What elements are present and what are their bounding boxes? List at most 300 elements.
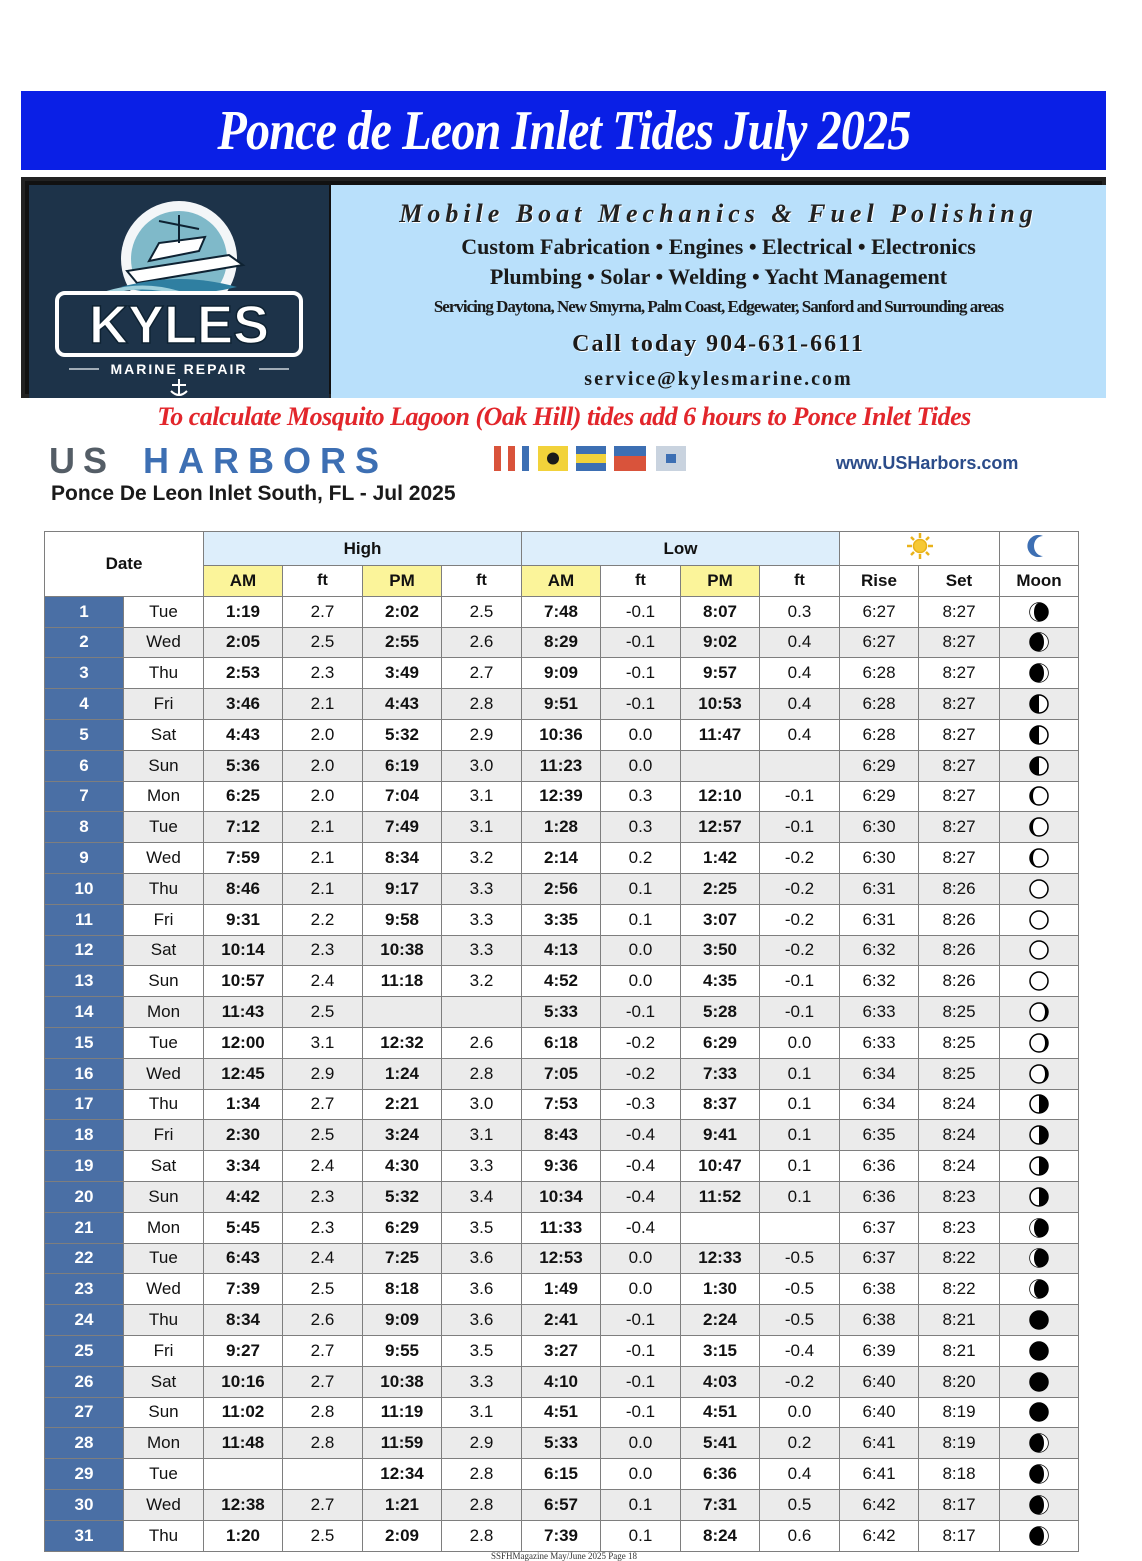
high-am-height: 2.2	[283, 904, 363, 935]
sunset: 8:27	[919, 843, 1000, 874]
moon-waxing-gibbous-icon	[1028, 816, 1050, 838]
sunrise: 6:40	[840, 1366, 919, 1397]
sunrise: 6:41	[840, 1428, 919, 1459]
moon-first-quarter-icon	[1028, 755, 1050, 777]
low-pm-height: 0.4	[760, 689, 840, 720]
low-am-time: 4:51	[522, 1397, 601, 1428]
sunset: 8:27	[919, 689, 1000, 720]
low-pm-time: 5:28	[681, 997, 760, 1028]
day-number: 22	[45, 1243, 124, 1274]
high-am-time: 7:12	[204, 812, 283, 843]
weekday: Tue	[124, 596, 204, 627]
high-pm-time: 3:24	[363, 1120, 442, 1151]
sunrise: 6:38	[840, 1305, 919, 1336]
sunrise: 6:28	[840, 658, 919, 689]
high-am-height: 2.8	[283, 1397, 363, 1428]
low-pm-height: -0.1	[760, 997, 840, 1028]
high-am-height: 2.8	[283, 1428, 363, 1459]
day-number: 5	[45, 719, 124, 750]
sunset: 8:26	[919, 935, 1000, 966]
high-am-time: 10:57	[204, 966, 283, 997]
weekday: Tue	[124, 1027, 204, 1058]
weekday: Mon	[124, 1428, 204, 1459]
sunrise: 6:33	[840, 1027, 919, 1058]
low-am-time: 4:13	[522, 935, 601, 966]
high-pm-height: 3.3	[442, 1151, 522, 1182]
low-am-height: -0.4	[601, 1212, 681, 1243]
high-pm-height: 3.3	[442, 935, 522, 966]
high-am-time: 2:53	[204, 658, 283, 689]
table-row	[45, 1181, 1079, 1212]
ad-services-2: Plumbing • Solar • Welding • Yacht Management	[489, 264, 948, 289]
table-row	[45, 812, 1079, 843]
low-pm-height: -0.5	[760, 1243, 840, 1274]
low-pm-time: 6:36	[681, 1459, 760, 1490]
high-pm-time: 4:43	[363, 689, 442, 720]
sunset: 8:21	[919, 1305, 1000, 1336]
low-pm-height: -0.1	[760, 781, 840, 812]
high-am-height: 2.6	[283, 1305, 363, 1336]
low-pm-time: 8:24	[681, 1520, 760, 1551]
location-title: Ponce De Leon Inlet South, FL - Jul 2025	[51, 482, 456, 505]
high-pm-height: 3.3	[442, 904, 522, 935]
moon-phase-cell	[1000, 1366, 1079, 1397]
low-pm-time: 5:41	[681, 1428, 760, 1459]
low-am-time: 4:52	[522, 966, 601, 997]
sunset: 8:27	[919, 627, 1000, 658]
low-pm-time: 1:42	[681, 843, 760, 874]
high-am-height: 2.0	[283, 719, 363, 750]
high-am-height: 2.7	[283, 1489, 363, 1520]
high-am-time: 5:36	[204, 750, 283, 781]
weekday: Sat	[124, 1151, 204, 1182]
moon-phase-cell	[1000, 1243, 1079, 1274]
table-row	[45, 1120, 1079, 1151]
high-pm-height: 3.4	[442, 1181, 522, 1212]
sunset: 8:23	[919, 1212, 1000, 1243]
table-row	[45, 1489, 1079, 1520]
ad-text-panel	[331, 185, 1106, 398]
sunrise: 6:28	[840, 719, 919, 750]
moon-phase-cell	[1000, 935, 1079, 966]
sunset: 8:27	[919, 658, 1000, 689]
low-am-height: -0.2	[601, 1058, 681, 1089]
weekday: Thu	[124, 1305, 204, 1336]
high-pm-time: 1:24	[363, 1058, 442, 1089]
sunset: 8:22	[919, 1243, 1000, 1274]
moon-phase-cell	[1000, 1397, 1079, 1428]
table-row	[45, 689, 1079, 720]
ad-phone[interactable]: Call today 904-631-6611	[572, 331, 865, 357]
high-pm-height: 3.1	[442, 781, 522, 812]
moon-phase-cell	[1000, 966, 1079, 997]
moon-phase-cell	[1000, 1335, 1079, 1366]
high-pm-ft-header: ft	[442, 566, 522, 597]
weekday: Mon	[124, 997, 204, 1028]
table-row	[45, 1459, 1079, 1490]
ad-service-area: Servicing Daytona, New Smyrna, Palm Coast, Edgewater, Sanford and Surrounding areas	[433, 297, 1004, 316]
date-header: Date	[45, 532, 204, 597]
low-pm-height: -0.1	[760, 966, 840, 997]
low-pm-time: 11:47	[681, 719, 760, 750]
table-row	[45, 1151, 1079, 1182]
high-am-time: 6:43	[204, 1243, 283, 1274]
low-am-height: -0.2	[601, 1027, 681, 1058]
low-am-height: 0.1	[601, 1520, 681, 1551]
sun-header	[840, 532, 1000, 566]
sunset: 8:27	[919, 812, 1000, 843]
high-pm-height: 3.1	[442, 1120, 522, 1151]
high-pm-height: 2.8	[442, 1459, 522, 1490]
table-row	[45, 750, 1079, 781]
high-pm-time: 11:59	[363, 1428, 442, 1459]
high-am-height: 3.1	[283, 1027, 363, 1058]
high-pm-time: 11:18	[363, 966, 442, 997]
low-am-height: 0.1	[601, 1489, 681, 1520]
low-am-time: 9:36	[522, 1151, 601, 1182]
sunset: 8:27	[919, 781, 1000, 812]
sunset: 8:24	[919, 1089, 1000, 1120]
weekday: Sat	[124, 1366, 204, 1397]
low-pm-time: 8:37	[681, 1089, 760, 1120]
low-am-time: 4:10	[522, 1366, 601, 1397]
low-am-height: 0.0	[601, 1459, 681, 1490]
sunrise-header: Rise	[840, 566, 919, 597]
high-am-height: 2.1	[283, 812, 363, 843]
weekday: Sun	[124, 966, 204, 997]
table-row	[45, 966, 1079, 997]
low-pm-height: 0.6	[760, 1520, 840, 1551]
low-pm-height: 0.1	[760, 1120, 840, 1151]
low-pm-height: -0.2	[760, 1366, 840, 1397]
high-pm-height: 2.7	[442, 658, 522, 689]
day-number: 10	[45, 873, 124, 904]
sunset: 8:26	[919, 904, 1000, 935]
high-am-time	[204, 1459, 283, 1490]
weekday: Sun	[124, 1397, 204, 1428]
low-am-time: 10:34	[522, 1181, 601, 1212]
low-am-time: 5:33	[522, 997, 601, 1028]
moon-full-icon	[1028, 878, 1050, 900]
table-row	[45, 1366, 1079, 1397]
day-number: 15	[45, 1027, 124, 1058]
day-number: 16	[45, 1058, 124, 1089]
usharbors-logo-harbors: HARBORS	[143, 440, 389, 481]
low-am-time: 7:05	[522, 1058, 601, 1089]
weekday: Tue	[124, 1243, 204, 1274]
weekday: Wed	[124, 1489, 204, 1520]
low-pm-height	[760, 1212, 840, 1243]
sunset: 8:17	[919, 1489, 1000, 1520]
low-pm-time	[681, 1212, 760, 1243]
high-pm-time: 6:29	[363, 1212, 442, 1243]
low-pm-height: 0.0	[760, 1027, 840, 1058]
sunrise: 6:36	[840, 1181, 919, 1212]
ad-headline: Mobile Boat Mechanics & Fuel Polishing	[399, 199, 1038, 228]
moon-phase-cell	[1000, 1151, 1079, 1182]
high-am-time: 2:05	[204, 627, 283, 658]
low-pm-height: 0.1	[760, 1181, 840, 1212]
table-row	[45, 1305, 1079, 1336]
low-pm-time: 2:25	[681, 873, 760, 904]
sunrise: 6:33	[840, 997, 919, 1028]
sunset: 8:23	[919, 1181, 1000, 1212]
day-number: 24	[45, 1305, 124, 1336]
low-am-time: 8:29	[522, 627, 601, 658]
high-am-height: 2.7	[283, 1089, 363, 1120]
low-pm-height: 0.3	[760, 596, 840, 627]
day-number: 23	[45, 1274, 124, 1305]
sunrise: 6:28	[840, 689, 919, 720]
high-pm-height: 3.0	[442, 750, 522, 781]
usharbors-url[interactable]: www.USHarbors.com	[836, 453, 1019, 473]
sunset: 8:21	[919, 1335, 1000, 1366]
table-row	[45, 1027, 1079, 1058]
weekday: Thu	[124, 873, 204, 904]
moon-waning-crescent-icon	[1028, 601, 1050, 623]
sunrise: 6:39	[840, 1335, 919, 1366]
moon-phase-cell	[1000, 812, 1079, 843]
weekday: Fri	[124, 904, 204, 935]
low-am-time: 2:14	[522, 843, 601, 874]
high-am-height: 2.7	[283, 1335, 363, 1366]
high-am-height: 2.5	[283, 1274, 363, 1305]
high-pm-time: 11:19	[363, 1397, 442, 1428]
high-am-time: 1:34	[204, 1089, 283, 1120]
high-pm-time: 5:32	[363, 719, 442, 750]
low-am-height: 0.1	[601, 904, 681, 935]
sunrise: 6:37	[840, 1243, 919, 1274]
sunset: 8:27	[919, 750, 1000, 781]
low-am-time: 7:39	[522, 1520, 601, 1551]
low-pm-time: 8:07	[681, 596, 760, 627]
sunrise: 6:31	[840, 873, 919, 904]
high-pm-height: 3.2	[442, 843, 522, 874]
high-am-time: 12:00	[204, 1027, 283, 1058]
weekday: Sat	[124, 935, 204, 966]
ad-email[interactable]: service@kylesmarine.com	[584, 368, 853, 390]
high-am-time: 4:43	[204, 719, 283, 750]
header-row-1	[45, 532, 1079, 566]
sunset: 8:25	[919, 997, 1000, 1028]
high-header: High	[204, 532, 522, 566]
low-pm-height: -0.2	[760, 873, 840, 904]
moon-last-quarter-icon	[1028, 1093, 1050, 1115]
low-am-height: 0.0	[601, 966, 681, 997]
low-am-height: -0.1	[601, 997, 681, 1028]
low-am-time: 6:57	[522, 1489, 601, 1520]
weekday: Wed	[124, 627, 204, 658]
high-am-height: 2.7	[283, 1366, 363, 1397]
high-pm-time: 7:49	[363, 812, 442, 843]
low-pm-time: 12:57	[681, 812, 760, 843]
high-pm-height: 2.8	[442, 1489, 522, 1520]
high-am-time: 8:34	[204, 1305, 283, 1336]
sunset: 8:27	[919, 719, 1000, 750]
high-am-time: 7:39	[204, 1274, 283, 1305]
low-pm-height	[760, 750, 840, 781]
ad-services-1: Custom Fabrication • Engines • Electrical • Electronics	[461, 234, 976, 259]
low-pm-height: 0.5	[760, 1489, 840, 1520]
day-number: 6	[45, 750, 124, 781]
low-pm-time: 11:52	[681, 1181, 760, 1212]
moon-new-icon	[1028, 1401, 1050, 1423]
low-am-time: 6:15	[522, 1459, 601, 1490]
high-am-height: 2.5	[283, 1520, 363, 1551]
table-row	[45, 658, 1079, 689]
moon-waxing-gibbous-icon	[1028, 785, 1050, 807]
low-pm-time: 4:51	[681, 1397, 760, 1428]
low-pm-time: 4:35	[681, 966, 760, 997]
high-am-height: 2.0	[283, 781, 363, 812]
high-pm-height: 3.1	[442, 812, 522, 843]
low-pm-height: -0.4	[760, 1335, 840, 1366]
low-pm-height: 0.4	[760, 719, 840, 750]
logo-wordmark: KYLES	[88, 295, 270, 355]
day-number: 11	[45, 904, 124, 935]
high-pm-height: 2.5	[442, 596, 522, 627]
day-number: 27	[45, 1397, 124, 1428]
low-am-height: -0.4	[601, 1120, 681, 1151]
moon-phase-cell	[1000, 904, 1079, 935]
moon-last-quarter-icon	[1028, 1155, 1050, 1177]
moon-full-icon	[1028, 909, 1050, 931]
high-am-height: 2.5	[283, 997, 363, 1028]
low-am-height: 0.0	[601, 719, 681, 750]
moon-phase-cell	[1000, 719, 1079, 750]
sunset: 8:18	[919, 1459, 1000, 1490]
high-pm-time: 2:09	[363, 1520, 442, 1551]
high-am-height	[283, 1459, 363, 1490]
low-am-time: 3:27	[522, 1335, 601, 1366]
high-pm-time: 4:30	[363, 1151, 442, 1182]
high-am-height: 2.3	[283, 935, 363, 966]
sunrise: 6:27	[840, 596, 919, 627]
kyles-ad-banner[interactable]	[21, 177, 1106, 398]
weekday: Tue	[124, 1459, 204, 1490]
day-number: 19	[45, 1151, 124, 1182]
sunrise: 6:31	[840, 904, 919, 935]
low-pm-height: 0.4	[760, 627, 840, 658]
low-am-height: -0.4	[601, 1151, 681, 1182]
weekday: Thu	[124, 1520, 204, 1551]
day-number: 2	[45, 627, 124, 658]
low-pm-time: 10:53	[681, 689, 760, 720]
weekday: Mon	[124, 1212, 204, 1243]
day-number: 4	[45, 689, 124, 720]
low-am-time: 1:28	[522, 812, 601, 843]
day-number: 30	[45, 1489, 124, 1520]
high-pm-height	[442, 997, 522, 1028]
moon-waxing-crescent-icon	[1028, 1525, 1050, 1547]
weekday: Wed	[124, 1058, 204, 1089]
moon-phase-cell	[1000, 873, 1079, 904]
low-pm-height: 0.4	[760, 1459, 840, 1490]
high-am-time: 10:16	[204, 1366, 283, 1397]
day-number: 25	[45, 1335, 124, 1366]
sunrise: 6:30	[840, 843, 919, 874]
moon-phase-cell	[1000, 1459, 1079, 1490]
moon-waning-crescent-icon	[1028, 1278, 1050, 1300]
day-number: 13	[45, 966, 124, 997]
high-pm-time: 2:55	[363, 627, 442, 658]
low-am-time: 12:39	[522, 781, 601, 812]
moon-phase-cell	[1000, 658, 1079, 689]
high-am-time: 12:45	[204, 1058, 283, 1089]
high-pm-time: 2:02	[363, 596, 442, 627]
moon-new-icon	[1028, 1309, 1050, 1331]
low-am-time: 8:43	[522, 1120, 601, 1151]
high-am-height: 2.4	[283, 1243, 363, 1274]
high-pm-time: 12:32	[363, 1027, 442, 1058]
high-am-time: 7:59	[204, 843, 283, 874]
table-row	[45, 1212, 1079, 1243]
high-am-height: 2.4	[283, 966, 363, 997]
high-am-time: 12:38	[204, 1489, 283, 1520]
sun-icon	[904, 532, 936, 560]
low-pm-header: PM	[681, 566, 760, 597]
high-pm-time: 2:21	[363, 1089, 442, 1120]
high-pm-height: 3.3	[442, 873, 522, 904]
high-am-time: 11:02	[204, 1397, 283, 1428]
high-am-time: 2:30	[204, 1120, 283, 1151]
low-pm-time: 9:02	[681, 627, 760, 658]
day-number: 18	[45, 1120, 124, 1151]
high-pm-time: 5:32	[363, 1181, 442, 1212]
sunrise: 6:42	[840, 1520, 919, 1551]
day-number: 1	[45, 596, 124, 627]
moon-phase-cell	[1000, 627, 1079, 658]
logo-subtitle: MARINE REPAIR	[110, 361, 248, 377]
mosquito-lagoon-note: To calculate Mosquito Lagoon (Oak Hill) tides add 6 hours to Ponce Inlet Tides	[157, 402, 971, 431]
high-am-time: 4:42	[204, 1181, 283, 1212]
sunrise: 6:35	[840, 1120, 919, 1151]
low-am-time: 5:33	[522, 1428, 601, 1459]
low-pm-height: -0.1	[760, 812, 840, 843]
high-pm-height: 2.6	[442, 1027, 522, 1058]
low-pm-height: -0.2	[760, 843, 840, 874]
high-am-height: 2.4	[283, 1151, 363, 1182]
high-pm-time: 10:38	[363, 935, 442, 966]
high-am-height: 2.5	[283, 1120, 363, 1151]
weekday: Wed	[124, 1274, 204, 1305]
moon-phase-cell	[1000, 689, 1079, 720]
low-pm-time	[681, 750, 760, 781]
low-pm-height: -0.5	[760, 1305, 840, 1336]
low-am-time: 12:53	[522, 1243, 601, 1274]
low-pm-time: 12:10	[681, 781, 760, 812]
high-pm-time: 6:19	[363, 750, 442, 781]
sunset: 8:20	[919, 1366, 1000, 1397]
low-pm-time: 3:50	[681, 935, 760, 966]
low-pm-time: 7:31	[681, 1489, 760, 1520]
high-pm-time: 8:34	[363, 843, 442, 874]
high-pm-time: 3:49	[363, 658, 442, 689]
high-am-height: 2.0	[283, 750, 363, 781]
low-am-height: 0.1	[601, 873, 681, 904]
low-pm-height: 0.2	[760, 1428, 840, 1459]
sunrise: 6:34	[840, 1089, 919, 1120]
low-am-height: 0.3	[601, 812, 681, 843]
table-row	[45, 781, 1079, 812]
moon-waning-crescent-icon	[1028, 1247, 1050, 1269]
moon-waning-crescent-icon	[1028, 1217, 1050, 1239]
tide-table	[44, 531, 1079, 1552]
low-am-height: -0.1	[601, 1397, 681, 1428]
low-am-height: -0.1	[601, 1335, 681, 1366]
high-pm-time: 9:58	[363, 904, 442, 935]
low-pm-height: 0.4	[760, 658, 840, 689]
